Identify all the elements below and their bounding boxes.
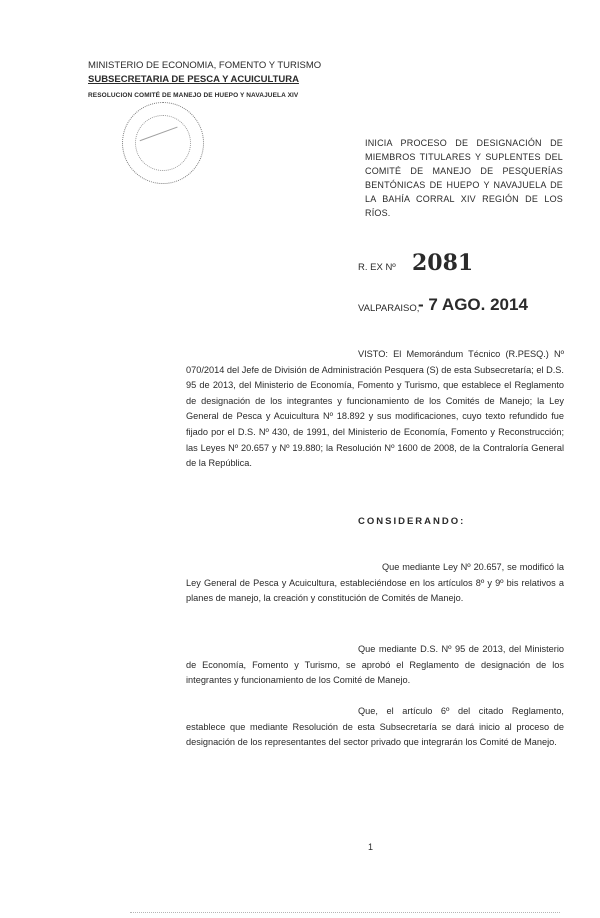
visto-paragraph: VISTO: El Memorándum Técnico (R.PESQ.) Nº 070/2014 del Jefe de División de Administración Pesquera (S) de esta Subsecretaría; el D.S. 95 de 2013, del Ministerio de Economía, Fomento y Turismo, que establece el Reglamento de designación de los integrantes y funcionamiento de los Comités de Manejo; la Ley General de Pesca y Acuicultura Nº 18.892 y sus modificaciones, cuyo texto refundido fue fijado por el D.S. Nº 430, de 1991, del Ministerio de Economía, Fomento y Reconstrucción; las Leyes Nº 20.657 y Nº 19.880; la Resolución Nº 1600 de 2008, de la Contraloría General de la República. bbox=[186, 349, 564, 469]
rex-label: R. EX Nº bbox=[358, 262, 396, 273]
committee-heading: RESOLUCION COMITÉ DE MANEJO DE HUEPO Y NAVAJUELA XIV bbox=[88, 92, 299, 99]
considerando-paragraph-3: Que, el artículo 6º del citado Reglamento, establece que mediante Resolución de esta Subsecretaría se dará inicio al proceso de designación de los representantes del sector privado que integrarán los Comité de Manejo. bbox=[186, 706, 564, 748]
date-place: VALPARAISO, bbox=[358, 303, 420, 314]
date-stamp: - 7 AGO. 2014 bbox=[418, 295, 528, 314]
resolution-title: INICIA PROCESO DE DESIGNACIÓN DE MIEMBROS TITULARES Y SUPLENTES DEL COMITÉ DE MANEJO DE PESQUERÍAS BENTÓNICAS DE HUEPO Y NAVAJUELA DE LA BAHÍA CORRAL XIV REGIÓN DE LOS RÍOS. bbox=[365, 138, 563, 218]
official-seal-stamp bbox=[122, 102, 204, 184]
page-number: 1 bbox=[368, 842, 374, 852]
subsecretaria-heading: SUBSECRETARIA DE PESCA Y ACUICULTURA bbox=[88, 74, 299, 85]
considerando-heading: CONSIDERANDO: bbox=[358, 516, 466, 527]
considerando-paragraph-2: Que mediante D.S. Nº 95 de 2013, del Ministerio de Economía, Fomento y Turismo, se aprobó el Reglamento de designación de los integrantes y funcionamiento de los Comité de Manejo. bbox=[186, 644, 564, 686]
footer-dotted-line bbox=[130, 912, 560, 913]
rex-number: 2081 bbox=[412, 250, 474, 276]
ministry-heading: MINISTERIO DE ECONOMIA, FOMENTO Y TURISMO bbox=[88, 60, 322, 71]
considerando-paragraph-1: Que mediante Ley Nº 20.657, se modificó la Ley General de Pesca y Acuicultura, estableciéndose en los artículos 8º y 9º bis relativos a planes de manejo, la creación y constitución de Comités de Manejo. bbox=[186, 562, 564, 604]
